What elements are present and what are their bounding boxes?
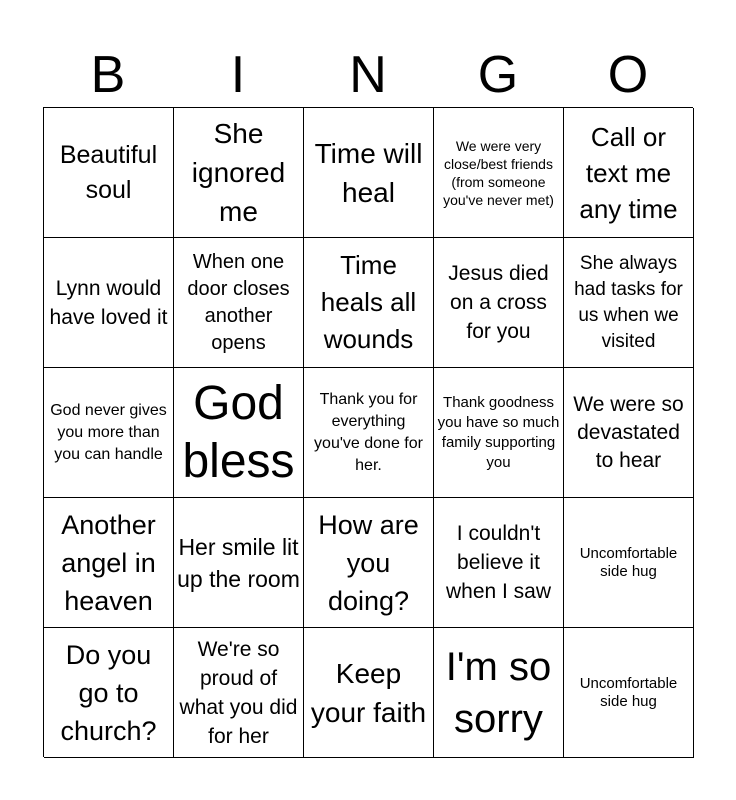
bingo-cell-text: Call or text me any time — [579, 121, 678, 224]
bingo-cell-b1[interactable] — [44, 108, 174, 238]
bingo-cell-g3[interactable] — [434, 368, 564, 498]
bingo-cell-text: Another angel in heaven — [61, 509, 156, 616]
bingo-cell-g4[interactable] — [434, 498, 564, 628]
bingo-cell-i4[interactable] — [174, 498, 304, 628]
bingo-cell-g2[interactable] — [434, 238, 564, 368]
bingo-cell-i5[interactable] — [174, 628, 304, 758]
bingo-cell-o3[interactable] — [564, 368, 694, 498]
bingo-cell-text: God never gives you more than you can handle — [50, 401, 167, 463]
bingo-cell-text: Thank goodness you have so much family supporting you — [437, 393, 560, 471]
bingo-cell-n2[interactable] — [304, 238, 434, 368]
bingo-cell-text: Uncomfortable side hug — [579, 674, 678, 710]
bingo-cell-text: She ignored me — [191, 118, 286, 227]
bingo-cell-n1[interactable] — [304, 108, 434, 238]
header-letter-g: G — [477, 46, 519, 104]
bingo-cell-text: Beautiful soul — [59, 140, 158, 204]
bingo-cell-text: We were very close/best friends (from someone you've never met) — [443, 137, 554, 208]
bingo-cell-text: God bless — [182, 376, 295, 488]
bingo-cell-o4[interactable] — [564, 498, 694, 628]
bingo-cell-n3[interactable] — [304, 368, 434, 498]
bingo-cell-b2[interactable] — [44, 238, 174, 368]
bingo-cell-text: Do you go to church? — [60, 639, 157, 746]
header-letter-o: O — [607, 46, 649, 104]
bingo-cell-o2[interactable] — [564, 238, 694, 368]
bingo-cell-text: Jesus died on a cross for you — [448, 262, 549, 343]
bingo-cell-text: We're so proud of what you did for her — [179, 637, 298, 748]
bingo-cell-text: Uncomfortable side hug — [579, 544, 678, 580]
bingo-cell-text: Time heals all wounds — [320, 250, 417, 354]
bingo-cell-n4[interactable] — [304, 498, 434, 628]
bingo-cell-n5[interactable] — [304, 628, 434, 758]
bingo-cell-text: Her smile lit up the room — [177, 533, 300, 592]
bingo-cell-g1[interactable] — [434, 108, 564, 238]
bingo-cell-i1[interactable] — [174, 108, 304, 238]
bingo-cell-text: I'm so sorry — [445, 644, 552, 741]
bingo-cell-text: Time will heal — [314, 137, 423, 208]
bingo-cell-text: How are you doing? — [318, 509, 419, 616]
header-letter-n: N — [349, 46, 387, 104]
bingo-cell-g5[interactable] — [434, 628, 564, 758]
bingo-cell-text: Lynn would have loved it — [49, 276, 168, 329]
bingo-cell-text: Keep your faith — [310, 657, 427, 728]
bingo-cell-b4[interactable] — [44, 498, 174, 628]
bingo-cell-o5[interactable] — [564, 628, 694, 758]
bingo-header — [43, 42, 693, 108]
bingo-cell-text: When one door closes another opens — [187, 250, 290, 354]
bingo-card-grid — [43, 107, 693, 757]
bingo-cell-text: She always had tasks for us when we visited — [574, 252, 683, 352]
bingo-cell-text: We were so devastated to hear — [573, 392, 684, 472]
bingo-cell-i3[interactable] — [174, 368, 304, 498]
header-letter-b: B — [90, 46, 126, 104]
bingo-cell-o1[interactable] — [564, 108, 694, 238]
bingo-cell-i2[interactable] — [174, 238, 304, 368]
header-letter-i: I — [230, 46, 246, 104]
bingo-cell-b3[interactable] — [44, 368, 174, 498]
bingo-cell-text: I couldn't believe it when I saw — [445, 522, 552, 603]
bingo-cell-text: Thank you for everything you've done for her. — [314, 390, 423, 474]
bingo-cell-b5[interactable] — [44, 628, 174, 758]
